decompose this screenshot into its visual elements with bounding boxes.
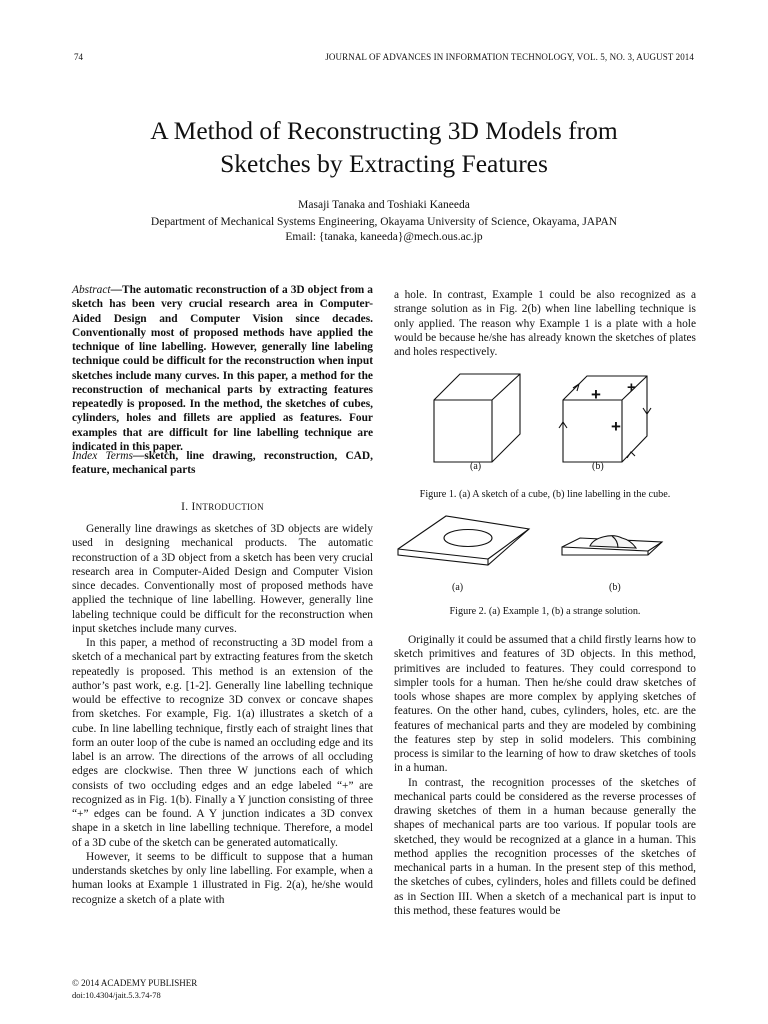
copyright-notice: © 2014 ACADEMY PUBLISHER <box>72 978 198 988</box>
page-number: 74 <box>74 52 83 62</box>
plate-front-top-edge <box>398 549 488 559</box>
abstract <box>72 283 373 454</box>
journal-header: JOURNAL OF ADVANCES IN INFORMATION TECHNOLOGY, VOL. 5, NO. 3, AUGUST 2014 <box>325 52 694 62</box>
plus-label: + <box>627 379 636 396</box>
body-paragraph: Originally it could be assumed that a child firstly learns how to sketch primitives and features of 3D objects. In this method, primitives are included to features. They could correspond to simpler tools for a human. Then he/she could draw sketches of tools whose shapes are more complex by applying sketches of features. On the other hand, cubes, cylinders, holes, etc. are the features of mechanical parts and they are modeled by combining the features step by step in solid modelers. This combining process is similar to the learning of how to draw sketches of tools in a human. <box>394 634 696 775</box>
index-terms-label: Index Terms <box>72 450 133 462</box>
paper-title <box>0 114 768 180</box>
index-terms-dash: — <box>132 450 145 462</box>
figure-1-caption: Figure 1. (a) A sketch of a cube, (b) line labelling in the cube. <box>419 489 671 500</box>
abstract-label: Abstract <box>72 284 111 296</box>
affiliation: Department of Mechanical Systems Engineering, Okayama University of Science, Okayama, JAPAN <box>150 216 618 228</box>
abstract-text: The automatic reconstruction of a 3D object from a sketch has been very crucial research area in Computer-Aided Design and Computer Vision since decades. Conventionally most of proposed methods have applied the technique of line labelling. However, generally line labeling technique could be difficult for the reconstruction when input sketches include many curves. In this paper, a method for the reconstruction of mechanical parts by extracting features repeatedly is proposed. In the method, the sketches of cubes, cylinders, holes and fillets are applied as features. Four examples that are difficult for line labelling technique are indicated in this paper. <box>72 284 373 453</box>
body-paragraph: In this paper, a method of reconstructing a 3D model from a sketch of a mechanical part by extracting features from the sketch repeatedly is proposed. This method is an extension of the author’s past work, e.g. [1-2]. Generally line labelling technique would be effective to recognize 3D convex or concave shapes from sketches. For example, Fig. 1(a) illustrates a sketch of a cube. In line labelling technique, firstly each of straight lines that form an outer loop of the cube is named an occluding edge and its label is an arrow. The directions of the arrows of all occluding edges are clockwise. Then three W junctions each of which consists of two occluding edges and an edge labeled “+” are recognized as in Fig. 1(b). Finally a Y junction consisting of three “+” edges can be found. A Y junction indicates a 3D convex shape in a sketch in line labelling technique. Therefore, a model of a 3D cube of the sketch can be generated automatically. <box>72 637 373 849</box>
figure-1-line-labelling <box>557 370 657 465</box>
author-email: Email: {tanaka, kaneeda}@mech.ous.ac.jp <box>285 231 483 243</box>
right-column-continued-text: a hole. In contrast, Example 1 could be also recognized as a strange solution as in Fig. 2(b) when line labelling technique is only applied. The reason why Example 1 is a plate with a hole would be because he/she has already known the sketches of plates and holes respectively. <box>394 289 696 358</box>
right-column-body <box>394 633 696 918</box>
hole-ellipse <box>444 530 492 547</box>
plus-label: + <box>591 385 601 404</box>
figure-1b-label: (b) <box>592 461 604 472</box>
index-terms <box>72 449 373 478</box>
figure-1a-label: (a) <box>470 461 482 472</box>
bump-shape <box>590 536 636 548</box>
plus-label: + <box>611 417 621 436</box>
body-paragraph: In contrast, the recognition processes of the sketches of mechanical parts could be considered as the reverse processes of drawing sketches of them in a human because generally the shapes of mechanical parts are too various. If popular tools are sketched, they would be recognized at a glance in a human. This method applies the recognition processes of the sketches of mechanical parts in a human. In the present step of this method, the sketches of cubes, cylinders, holes and fillets could be defined as in Section III. When a sketch of a mechanical part is input to this method, these features would be <box>394 776 696 917</box>
left-column-body <box>72 522 373 907</box>
section-title-rest: NTRODUCTION <box>195 502 264 512</box>
doi: doi:10.4304/jait.5.3.74-78 <box>72 990 161 1000</box>
figure-2-caption: Figure 2. (a) Example 1, (b) a strange solution. <box>449 606 641 617</box>
plate-right-top-edge <box>488 529 529 559</box>
plate-outline <box>398 516 529 565</box>
index-terms-text: sketch, line drawing, reconstruction, CAD, feature, mechanical parts <box>72 450 373 477</box>
cube-outline <box>434 374 520 462</box>
figure-2a-plate-with-hole <box>396 513 531 573</box>
figure-2b-strange-solution <box>560 527 665 563</box>
section-heading-introduction <box>72 501 373 513</box>
figure-1-cube-sketch <box>430 370 520 460</box>
section-numeral: I. I <box>181 501 196 513</box>
figure-2b-label: (b) <box>609 582 621 593</box>
body-paragraph: However, it seems to be difficult to suppose that a human understands sketches by only line labelling. For example, when a human looks at Example 1 illustrated in Fig. 2(a), he/she would recognize a sketch of a plate with <box>72 850 373 906</box>
title-line-1: A Method of Reconstructing 3D Models from <box>150 116 618 145</box>
title-line-2: Sketches by Extracting Features <box>220 149 548 178</box>
figure-2a-label: (a) <box>452 582 464 593</box>
abstract-dash: — <box>110 284 122 296</box>
authors: Masaji Tanaka and Toshiaki Kaneeda <box>298 199 470 211</box>
body-paragraph: Generally line drawings as sketches of 3D objects are widely used in designing mechanical products. The automatic reconstruction of a 3D object from a sketch has been very crucial research area in Computer-Aided Design and Computer Vision since decades. Conventionally most of proposed methods have applied the technique of line labelling. However, generally line labeling technique could be difficult for the reconstruction when input sketches include many curves. <box>72 523 373 635</box>
